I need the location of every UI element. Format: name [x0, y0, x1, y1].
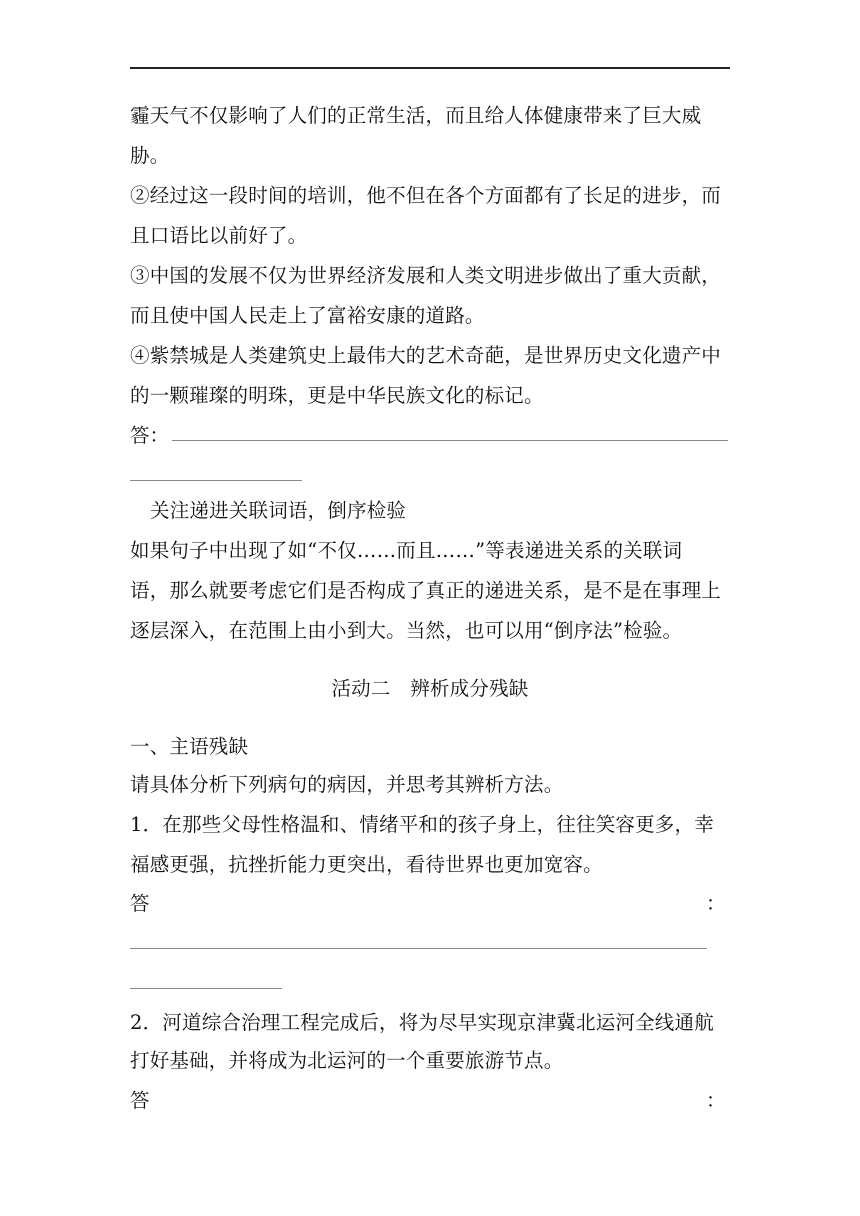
text-line: 的一颗璀璨的明珠，更是中华民族文化的标记。 — [130, 384, 544, 407]
answer-label: 答 — [130, 892, 150, 915]
tip-line: 语，那么就要考虑它们是否构成了真正的递进关系，是不是在事理上 — [130, 579, 722, 602]
answer-blank-line[interactable] — [172, 440, 728, 441]
question-1-line: 1．在那些父母性格温和、情绪平和的孩子身上，往往笑容更多，幸 — [130, 813, 714, 836]
question-1-line: 福感更强，抗挫折能力更突出，看待世界也更加宽容。 — [130, 853, 603, 876]
answer-label: 答 — [130, 1089, 150, 1112]
tip-title: 关注递进关联词语，倒序检验 — [150, 499, 407, 522]
answer-blank-line[interactable] — [130, 480, 302, 481]
activity-title: 活动二 辨析成分残缺 — [331, 677, 529, 700]
text-line: 而且使中国人民走上了富裕安康的道路。 — [130, 304, 485, 327]
question-2-line: 打好基础，并将成为北运河的一个重要旅游节点。 — [130, 1049, 564, 1072]
header-rule — [130, 67, 730, 69]
text-line: ④紫禁城是人类建筑史上最伟大的艺术奇葩，是世界历史文化遗产中 — [130, 344, 722, 367]
text-line: ③中国的发展不仅为世界经济发展和人类文明进步做出了重大贡献， — [130, 264, 722, 287]
answer-label: 答： — [130, 424, 170, 447]
answer-blank-line[interactable] — [130, 948, 707, 949]
tip-line: 如果句子中出现了如“不仅……而且……”等表递进关系的关联词 — [130, 539, 683, 562]
answer-colon: ： — [706, 1089, 726, 1112]
text-line: 霾天气不仅影响了人们的正常生活，而且给人体健康带来了巨大威 — [130, 104, 702, 127]
text-line: 胁。 — [130, 144, 170, 167]
section-heading: 一、主语残缺 — [130, 735, 249, 758]
tip-line: 逐层深入，在范围上由小到大。当然，也可以用“倒序法”检验。 — [130, 619, 683, 642]
text-line: 且口语比以前好了。 — [130, 224, 308, 247]
question-2-line: 2．河道综合治理工程完成后，将为尽早实现京津冀北运河全线通航 — [130, 1011, 714, 1034]
text-line: ②经过这一段时间的培训，他不但在各个方面都有了长足的进步，而 — [130, 184, 722, 207]
answer-blank-line[interactable] — [130, 988, 282, 989]
answer-colon: ： — [706, 892, 726, 915]
instruction: 请具体分析下列病句的病因，并思考其辨析方法。 — [130, 773, 564, 796]
